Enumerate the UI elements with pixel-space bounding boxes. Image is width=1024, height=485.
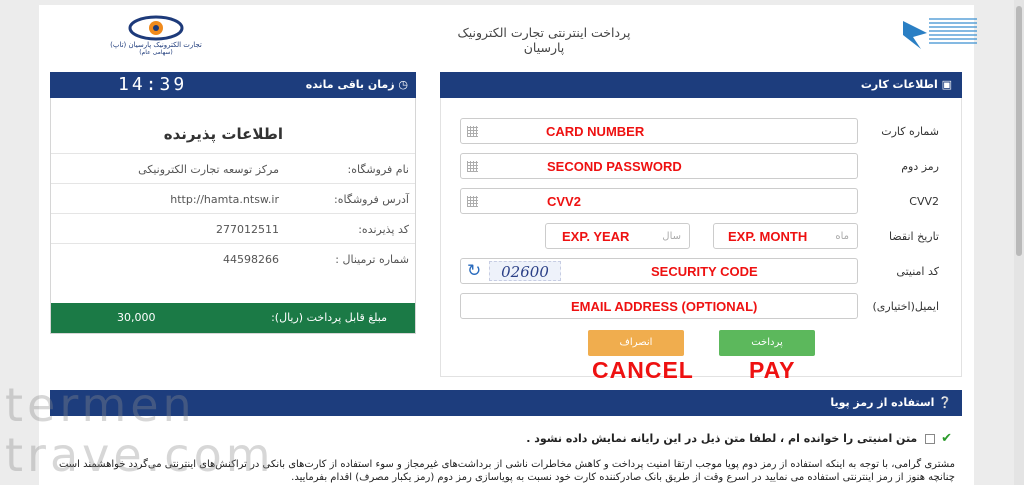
second-password-hint: SECOND PASSWORD [547, 159, 682, 174]
security-check-text: متن امنیتی را خوانده ام ، لطفا متن ذیل در این رایانه نمایش داده نشود . [526, 432, 918, 445]
cvv2-hint: CVV2 [547, 194, 581, 209]
watermark-line2: trave.com [5, 428, 275, 482]
expiry-month-placeholder: ماه [835, 231, 849, 242]
card-header [440, 72, 962, 98]
keypad-icon[interactable] [467, 196, 478, 207]
expiry-year-hint: EXP. YEAR [562, 229, 630, 244]
scrollbar[interactable] [1014, 0, 1024, 485]
security-checkbox[interactable] [925, 434, 935, 444]
captcha-image: 02600 [489, 261, 561, 281]
expiry-year-placeholder: سال [662, 231, 681, 242]
merchant-title: اطلاعات پذیرنده [163, 125, 283, 143]
row-key: کد پذیرنده: [358, 223, 409, 236]
second-password-input[interactable] [460, 153, 858, 179]
watermark-line1: termen [5, 378, 196, 432]
row-value: http://hamta.ntsw.ir [170, 193, 279, 206]
company-type: (سهامی عام) [139, 49, 173, 56]
timer-header [50, 72, 416, 98]
merchant-row [51, 183, 415, 213]
email-hint: EMAIL ADDRESS (OPTIONAL) [571, 299, 758, 314]
cancel-caption: CANCEL [592, 357, 694, 383]
expiry-year-input[interactable] [545, 223, 690, 249]
security-code-label: کد امنیتی [896, 265, 939, 278]
merchant-row [51, 213, 415, 243]
expiry-month-hint: EXP. MONTH [728, 229, 808, 244]
amount-label: مبلغ قابل پرداخت (ریال): [271, 311, 387, 324]
timer-value: 14:39 [118, 74, 188, 95]
row-key: آدرس فروشگاه: [334, 193, 409, 206]
watermark [5, 380, 275, 480]
cvv2-label: CVV2 [909, 195, 939, 208]
cancel-button[interactable]: انصراف [588, 330, 684, 356]
timer-label-wrap [306, 78, 408, 91]
pouya-title: استفاده از رمز پویا [830, 396, 935, 409]
pouya-title-wrap [830, 396, 952, 409]
help-icon: ❔ [938, 396, 952, 409]
check-icon: ✔ [941, 431, 952, 446]
security-code-hint: SECURITY CODE [651, 264, 758, 279]
email-label: ایمیل(اختیاری) [872, 300, 939, 313]
timer-label: زمان باقی مانده [305, 78, 395, 91]
second-password-label: رمز دوم [901, 160, 939, 173]
amount-bar [51, 303, 415, 333]
cvv2-input[interactable] [460, 188, 858, 214]
amount-value: 30,000 [117, 311, 156, 324]
pouya-notice: مشتری گرامی، با توجه به اینکه استفاده از رمز دوم پویا موجب ارتقا امنیت پرداخت و کاهش مخاطرات ناشی از برداشت‌های غیرمجاز و سوء استفاده از کارت‌های بانکی در تراکنش‌های اینترنتی می‌گردد خواهشمند است چنانچه هنوز از رمز اینترنتی استفاده می نمایید در اسرع وقت از طریق بانک صادرکننده کارت خود نسبت به پویاسازی رمز دوم (رمز یکبار مصرف) اقدام بفرمایید. [58, 459, 955, 483]
page-title: پرداخت اینترنتی تجارت الکترونیک پارسیان [457, 25, 631, 55]
clock-icon: ◷ [398, 78, 408, 91]
scrollbar-thumb[interactable] [1016, 6, 1022, 256]
merchant-panel [50, 72, 416, 334]
card-number-input[interactable] [460, 118, 858, 144]
security-check-row[interactable] [352, 431, 952, 446]
refresh-icon[interactable]: ↻ [467, 261, 482, 281]
merchant-row [51, 243, 415, 273]
card-panel [440, 72, 962, 377]
expiry-label: تاریخ انقضا [889, 230, 939, 243]
company-logo [101, 15, 211, 70]
card-number-hint: CARD NUMBER [546, 124, 645, 139]
row-key: نام فروشگاه: [347, 163, 409, 176]
company-name: تجارت الکترونیک پارسیان (تاپ) [110, 41, 202, 49]
pay-caption: PAY [749, 357, 796, 383]
row-value: 44598266 [223, 253, 279, 266]
security-code-input[interactable] [460, 258, 858, 284]
card-number-label: شماره کارت [881, 125, 939, 138]
keypad-icon[interactable] [467, 161, 478, 172]
card-icon: ▣ [941, 78, 952, 91]
row-key: شماره ترمینال : [335, 253, 409, 266]
expiry-month-input[interactable] [713, 223, 858, 249]
row-value: 277012511 [216, 223, 279, 236]
merchant-row [51, 153, 415, 183]
bank-logo [899, 15, 979, 55]
email-input[interactable] [460, 293, 858, 319]
card-title-wrap [861, 78, 952, 91]
pay-button[interactable]: پرداخت [719, 330, 815, 356]
card-title: اطلاعات کارت [860, 78, 938, 91]
keypad-icon[interactable] [467, 126, 478, 137]
row-value: مرکز توسعه تجارت الکترونیکی [138, 163, 279, 176]
